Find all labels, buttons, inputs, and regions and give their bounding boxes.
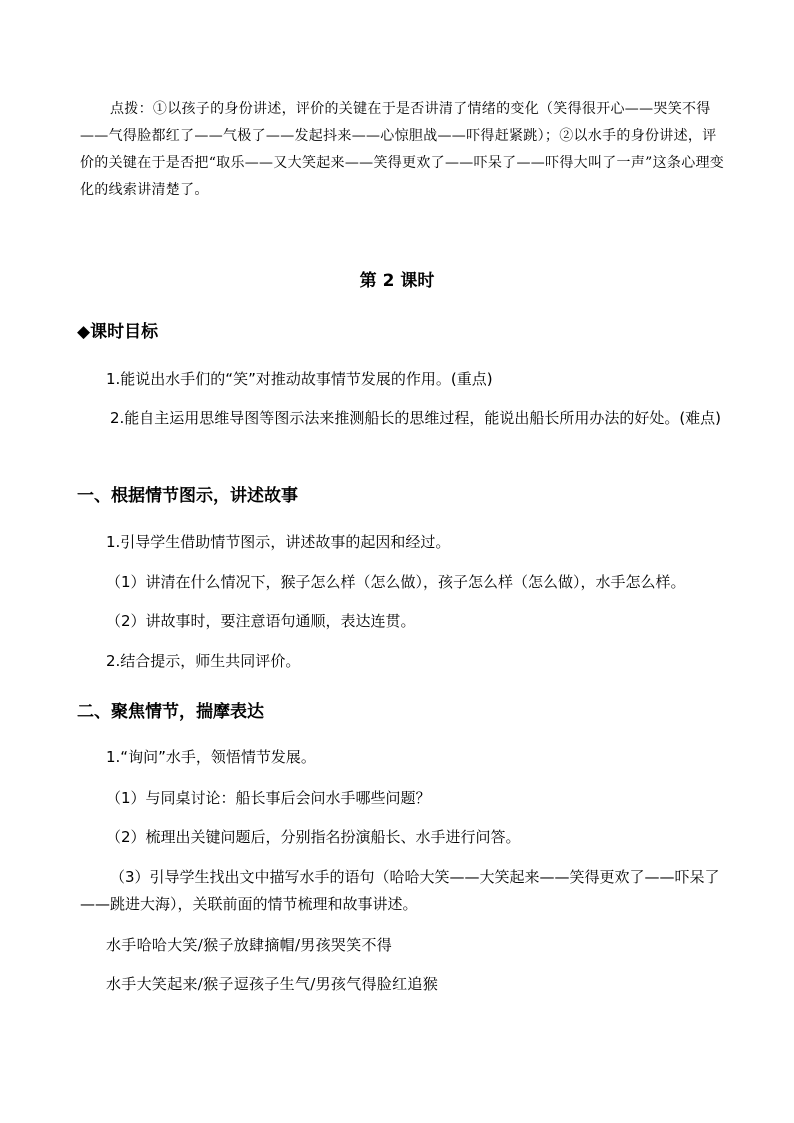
plot-chain-2: 水手大笑起来/猴子逗孩子生气/男孩气得脸红追猴 [106, 975, 439, 993]
lesson-title: 第 2 课时 [359, 271, 435, 291]
objective-item-1: 1.能说出水手们的“笑”对推动故事情节发展的作用。(重点) [106, 370, 493, 388]
section1-heading: 一、根据情节图示，讲述故事 [77, 486, 298, 506]
objectives-heading: ◆课时目标 [77, 322, 159, 342]
section2-sub-3: （3）引导学生找出文中描写水手的语句（哈哈大笑——大笑起来——笑得更欢了——吓呆了——跳进大海），关联前面的情节梳理和故事讲述。 [80, 868, 720, 913]
section1-item-1: 1.引导学生借助情节图示，讲述故事的起因和经过。 [106, 533, 451, 551]
section2-sub-1: （1）与同桌讨论：船长事后会问水手哪些问题？ [106, 789, 431, 807]
section1-sub-1: （1）讲清在什么情况下，猴子怎么样（怎么做），孩子怎么样（怎么做），水手怎么样。 [106, 573, 686, 591]
section2-heading: 二、聚焦情节，揣摩表达 [77, 702, 264, 722]
section2-item-1: 1.“询问”水手，领悟情节发展。 [106, 748, 316, 766]
section2-sub-2: （2）梳理出关键问题后，分别指名扮演船长、水手进行问答。 [106, 828, 521, 846]
intro-paragraph: 点拨：①以孩子的身份讲述，评价的关键在于是否讲清了情绪的变化（笑得很开心——哭笑不得——气得脸都红了——气极了——发起抖来——心惊胆战——吓得赶紧跳）；②以水手的身份讲述，评价的关键在于是否把“取乐——又大笑起来——笑得更欢了——吓呆了——吓得大叫了一声”这条心理变化的线索讲清楚了。 [80, 101, 725, 198]
plot-chain-1: 水手哈哈大笑/猴子放肆摘帽/男孩哭笑不得 [106, 936, 393, 954]
section1-item-2: 2.结合提示，师生共同评价。 [106, 652, 301, 670]
section1-sub-2: （2）讲故事时，要注意语句通顺，表达连贯。 [106, 612, 416, 630]
objective-item-2: 2.能自主运用思维导图等图示法来推测船长的思维过程，能说出船长所用办法的好处。(难点) [110, 409, 722, 427]
